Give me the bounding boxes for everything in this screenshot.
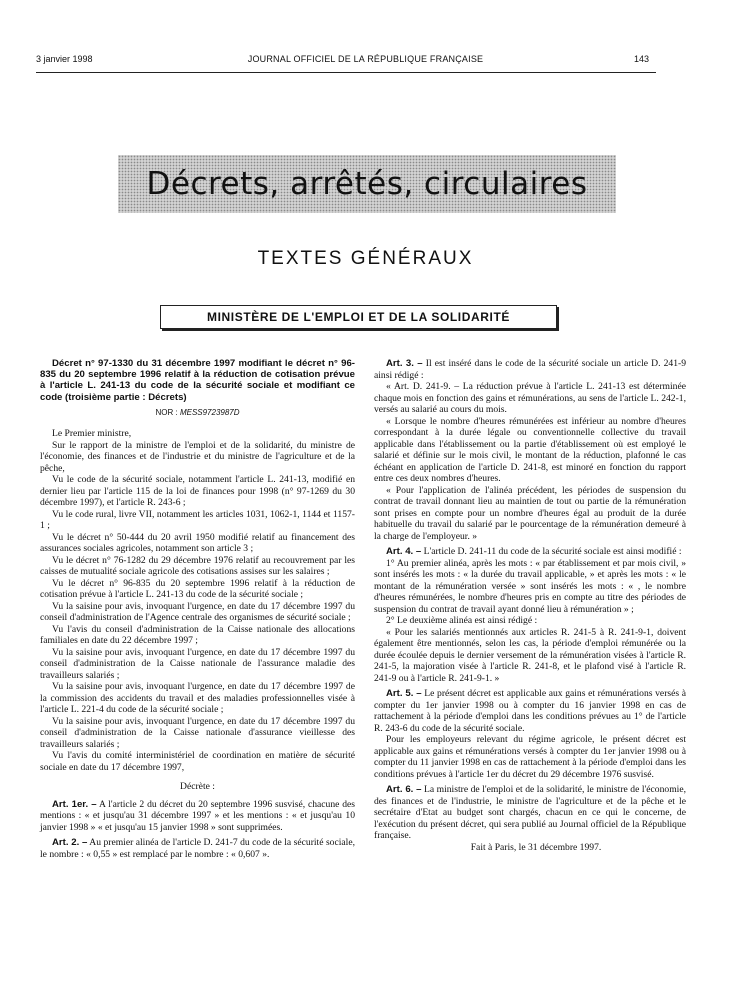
visa-paragraph: Sur le rapport de la ministre de l'emploi et de la solidarité, du ministre de l'économie, des finances et de l'industrie et du ministre de l'agriculture et de la pêche,	[40, 439, 355, 474]
header-page-number: 143	[633, 54, 649, 64]
article-2-label: Art. 2. –	[52, 837, 88, 849]
article-1	[40, 799, 355, 834]
article-4-text: L'article D. 241-11 du code de la sécurité sociale est ainsi modifié :	[423, 546, 682, 557]
visa-paragraph: Vu la saisine pour avis, invoquant l'urgence, en date du 17 décembre 1997 de la commission des accidents du travail et des maladies professionnelles visée à l'article L. 221-4 du code de la sécurité sociale ;	[40, 681, 355, 716]
article-3-paragraph: « Art. D. 241-9. – La réduction prévue à l'article L. 241-13 est déterminée chaque mois en fonction des gains et rémunérations, au sens de l'article L. 242-1, versés au salarié au cours du mois.	[374, 381, 686, 415]
signature-place-date: Fait à Paris, le 31 décembre 1997.	[470, 841, 602, 853]
right-column	[374, 358, 686, 853]
article-4	[374, 546, 686, 558]
header-date: 3 janvier 1998	[36, 54, 93, 64]
article-2	[40, 837, 355, 860]
visa-paragraph: Le Premier ministre,	[52, 428, 132, 440]
article-3-text: Il est inséré dans le code de la sécurité sociale un article D. 241-9 ainsi rédigé :	[374, 358, 686, 381]
article-5	[374, 688, 686, 734]
article-4-label: Art. 4. –	[386, 546, 422, 557]
article-3	[374, 358, 686, 381]
article-5-paragraph: Pour les employeurs relevant du régime agricole, le présent décret est applicable aux gains et rémunérations versés à compter du 1er janvier 1998 ou à compter du 11 janvier 1998 en cas de rattachement à la période d'emploi dans les conditions prévues à l'article 1er du décret du 29 décembre 1976 susvisé.	[374, 734, 686, 780]
visa-paragraph: Vu l'avis du conseil d'administration de la Caisse nationale des allocations familiales en date du 22 décembre 1997 ;	[40, 623, 355, 647]
visa-paragraph: Vu l'avis du comité interministériel de coordination en matière de sécurité sociale en date du 17 décembre 1997,	[40, 750, 355, 773]
article-6	[374, 784, 686, 842]
article-3-paragraph: « Pour l'application de l'alinéa précédent, les périodes de suspension du contrat de travail donnant lieu au maintien de tout ou partie de la rémunération sont prises en compte pour un nombre d'heures égal au produit de la durée habituelle du travail du salarié par le pourcentage de la rémunération demeuré à la charge de l'employeur. »	[374, 484, 686, 542]
article-3-label: Art. 3. –	[386, 358, 423, 369]
visa-paragraph: Vu la saisine pour avis, invoquant l'urgence, en date du 17 décembre 1997 du conseil d'administration de l'Agence centrale des organismes de sécurité sociale ;	[40, 600, 355, 624]
article-6-label: Art. 6. –	[386, 784, 422, 795]
left-column	[40, 358, 355, 860]
article-4-paragraph: 1° Au premier alinéa, après les mots : « par établissement et par mois civil, » sont insérés les mots : « la durée du travail applicable, » et après les mots : « le montant de la rémunération versée » sont insérés les mots : « , le nombre d'heures rémunérées, le nombre d'heures pris en compte au titre des périodes de suspension du contrat de travail ayant donné lieu à rémunération » ;	[374, 557, 686, 615]
decree-title: Décret n° 97-1330 du 31 décembre 1997 modifiant le décret n° 96-835 du 20 septembre 1996 relatif à la réduction de cotisation prévue à l'article L. 241-13 du code de la sécurité sociale et modifiant ce code (troisième partie : Décrets)	[40, 358, 355, 403]
page-header	[0, 54, 731, 70]
header-rule	[36, 72, 656, 73]
header-journal-title: JOURNAL OFFICIEL DE LA RÉPUBLIQUE FRANÇAISE	[247, 54, 484, 64]
article-5-text: Le présent décret est applicable aux gains et rémunérations versés à compter du 1er janvier 1998 ou à compter du 16 janvier 1998 en cas de rattachement à la période d'emploi dans les conditions prévues au 1° de l'article R. 243-6 du code de la sécurité sociale.	[374, 688, 686, 734]
article-1-text: A l'article 2 du décret du 20 septembre 1996 susvisé, chacune des mentions : « et jusqu'au 31 décembre 1997 » et les mentions : « et jusqu'au 10 janvier 1998 » « et jusqu'au 15 janvier 1998 » sont supprimées.	[40, 798, 356, 833]
decrete-heading: Décrète :	[180, 781, 215, 793]
banner-title: Décrets, arrêtés, circulaires	[146, 166, 588, 202]
article-3-paragraph: « Lorsque le nombre d'heures rémunérées est inférieur au nombre d'heures correspondant à la durée légale ou conventionnelle collective du travail applicable dans l'établissement ou la partie d'établissement où est employé le salarié et définie sur le mois civil, le montant de la réduction, plafonné le cas échéant en application de l'article D. 241-8, est minoré en fonction du rapport entre ces deux nombres d'heures.	[374, 415, 686, 484]
article-1-label: Art. 1er. –	[52, 798, 97, 810]
article-4-paragraph: « Pour les salariés mentionnés aux articles R. 241-5 à R. 241-9-1, doivent également être mentionnés, selon les cas, la période d'emploi rémunérée ou la durée écoulée depuis le dernier versement de la rémunération visées à l'article R. 241-5, la majoration visée à l'article R. 241-8, et le plafond visé à l'article R. 241-9 ou à l'article R. 241-9-1. »	[374, 626, 686, 684]
article-5-label: Art. 5. –	[386, 688, 422, 699]
ministry-box: MINISTÈRE DE L'EMPLOI ET DE LA SOLIDARITÉ	[160, 305, 557, 329]
visa-paragraph: Vu le décret n° 50-444 du 20 avril 1950 modifié relatif au financement des assurances sociales agricoles, notamment son article 3 ;	[40, 531, 355, 555]
article-4-paragraph: 2° Le deuxième alinéa est ainsi rédigé :	[386, 615, 538, 626]
visa-paragraph: Vu la saisine pour avis, invoquant l'urgence, en date du 17 décembre 1997 du conseil d'administration de la Caisse nationale d'assurance vieillesse des travailleurs salariés ;	[40, 715, 355, 750]
section-title: TEXTES GÉNÉRAUX	[257, 248, 474, 269]
nor-line	[40, 407, 355, 419]
visa-paragraph: Vu le décret n° 76-1282 du 29 décembre 1976 relatif au recouvrement par les caisses de mutualité sociale agricole des cotisations assises sur les salaires ;	[40, 554, 355, 578]
visa-paragraph: Vu la saisine pour avis, invoquant l'urgence, en date du 17 décembre 1997 du conseil d'administration de la Caisse nationale de l'assurance maladie des travailleurs salariés ;	[40, 646, 355, 681]
article-2-text: Au premier alinéa de l'article D. 241-7 du code de la sécurité sociale, le nombre : « 0,55 » est remplacé par le nombre : « 0,607 ».	[40, 837, 355, 860]
visa-paragraph: Vu le code rural, livre VII, notamment les articles 1031, 1062-1, 1144 et 1157-1 ;	[40, 508, 355, 532]
visa-paragraph: Vu le code de la sécurité sociale, notamment l'article L. 241-13, modifié en dernier lieu par l'article 115 de la loi de finances pour 1998 (n° 97-1269 du 30 décembre 1997), et l'article R. 243-6 ;	[40, 474, 355, 509]
nor-code: MESS9723987D	[179, 407, 240, 417]
article-6-text: La ministre de l'emploi et de la solidarité, le ministre de l'économie, des finances et de l'industrie, le ministre de l'agriculture et de la pêche et le secrétaire d'Etat au budget sont chargés, chacun en ce qui le concerne, de l'exécution du présent décret, qui sera publié au Journal officiel de la République française.	[374, 784, 686, 841]
nor-label: NOR :	[155, 407, 178, 417]
visa-paragraph: Vu le décret n° 96-835 du 20 septembre 1996 relatif à la réduction de cotisation prévue à l'article L. 241-13 du code de la sécurité sociale ;	[40, 577, 355, 601]
